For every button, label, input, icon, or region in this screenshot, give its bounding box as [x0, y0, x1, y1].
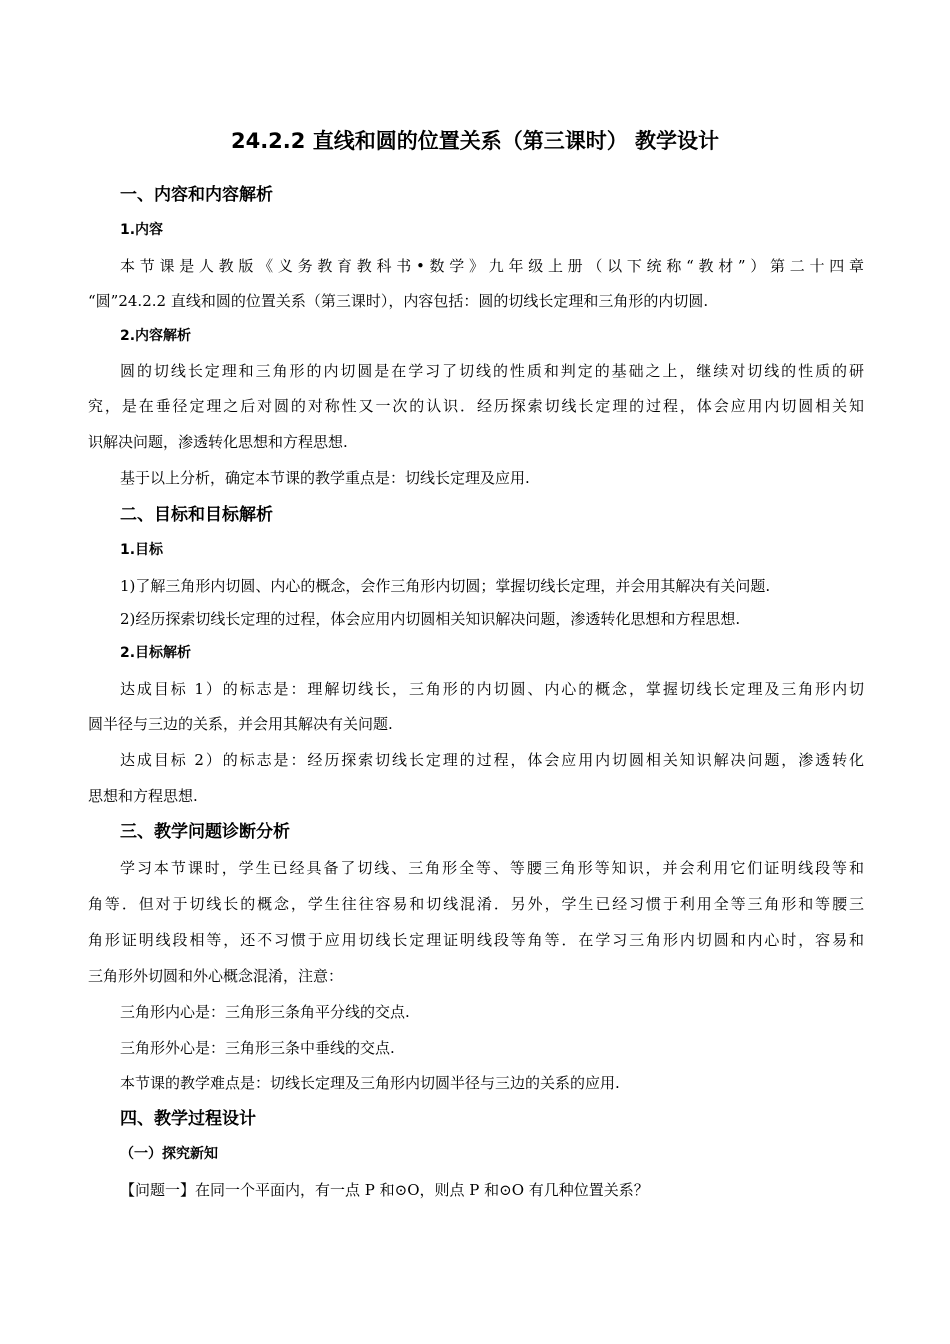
- section-2-sub-goal-analysis: 2.目标解析: [120, 645, 192, 661]
- paragraph-line: 思想和方程思想.: [88, 787, 198, 805]
- paragraph-line: 角等．但对于切线长的概念，学生往往容易和切线混淆．另外，学生已经习惯于利用全等三角形和等腰三: [88, 895, 864, 913]
- paragraph-line: 学习本节课时，学生已经具备了切线、三角形全等、等腰三角形等知识，并会利用它们证明线段等和: [120, 859, 864, 877]
- paragraph-line: 三角形外切圆和外心概念混淆，注意：: [88, 967, 344, 985]
- incenter-definition: 三角形内心是：三角形三条角平分线的交点.: [120, 1003, 410, 1021]
- page-title: 24.2.2 直线和圆的位置关系（第三课时） 教学设计: [230, 129, 720, 153]
- paragraph-line: 达成目标 1）的标志是：理解切线长，三角形的内切圆、内心的概念，掌握切线长定理及三角形内切: [120, 680, 864, 698]
- section-4-sub-explore: （一）探究新知: [120, 1146, 218, 1162]
- paragraph-line: “圆”24.2.2 直线和圆的位置关系（第三课时），内容包括：圆的切线长定理和三角形的内切圆.: [88, 292, 709, 310]
- section-1-sub-analysis: 2.内容解析: [120, 328, 192, 344]
- section-1-sub-content: 1.内容: [120, 222, 164, 238]
- key-point-statement: 基于以上分析，确定本节课的教学重点是：切线长定理及应用.: [120, 469, 530, 487]
- paragraph-line: 本节课是人教版《义务教育教科书•数学》九年级上册（以下统称“教材”）第二十四章: [120, 257, 864, 275]
- paragraph-line: 达成目标 2）的标志是：经历探索切线长定理的过程，体会应用内切圆相关知识解决问题，渗透转化: [120, 751, 864, 769]
- paragraph-line: 角形证明线段相等，还不习惯于应用切线长定理证明线段等角等．在学习三角形内切圆和内心时，容易和: [88, 931, 864, 949]
- section-4-heading: 四、教学过程设计: [120, 1109, 256, 1129]
- goal-2: 2)经历探索切线长定理的过程，体会应用内切圆相关知识解决问题，渗透转化思想和方程思想.: [120, 610, 741, 628]
- section-2-heading: 二、目标和目标解析: [120, 505, 273, 525]
- paragraph-line: 究，是在垂径定理之后对圆的对称性又一次的认识．经历探索切线长定理的过程，体会应用内切圆相关知: [88, 397, 864, 415]
- section-1-heading: 一、内容和内容解析: [120, 185, 273, 205]
- question-1: 【问题一】在同一个平面内，有一点 P 和⊙O，则点 P 和⊙O 有几种位置关系？: [120, 1181, 649, 1199]
- paragraph-line: 识解决问题，渗透转化思想和方程思想.: [88, 433, 348, 451]
- difficulty-statement: 本节课的教学难点是：切线长定理及三角形内切圆半径与三边的关系的应用.: [120, 1074, 620, 1092]
- section-3-heading: 三、教学问题诊断分析: [120, 822, 290, 842]
- goal-1: 1)了解三角形内切圆、内心的概念，会作三角形内切圆；掌握切线长定理，并会用其解决有关问题.: [120, 577, 771, 595]
- circumcenter-definition: 三角形外心是：三角形三条中垂线的交点.: [120, 1039, 395, 1057]
- paragraph-line: 圆的切线长定理和三角形的内切圆是在学习了切线的性质和判定的基础之上，继续对切线的性质的研: [120, 362, 864, 380]
- paragraph-line: 圆半径与三边的关系，并会用其解决有关问题.: [88, 715, 393, 733]
- section-2-sub-goals: 1.目标: [120, 542, 164, 558]
